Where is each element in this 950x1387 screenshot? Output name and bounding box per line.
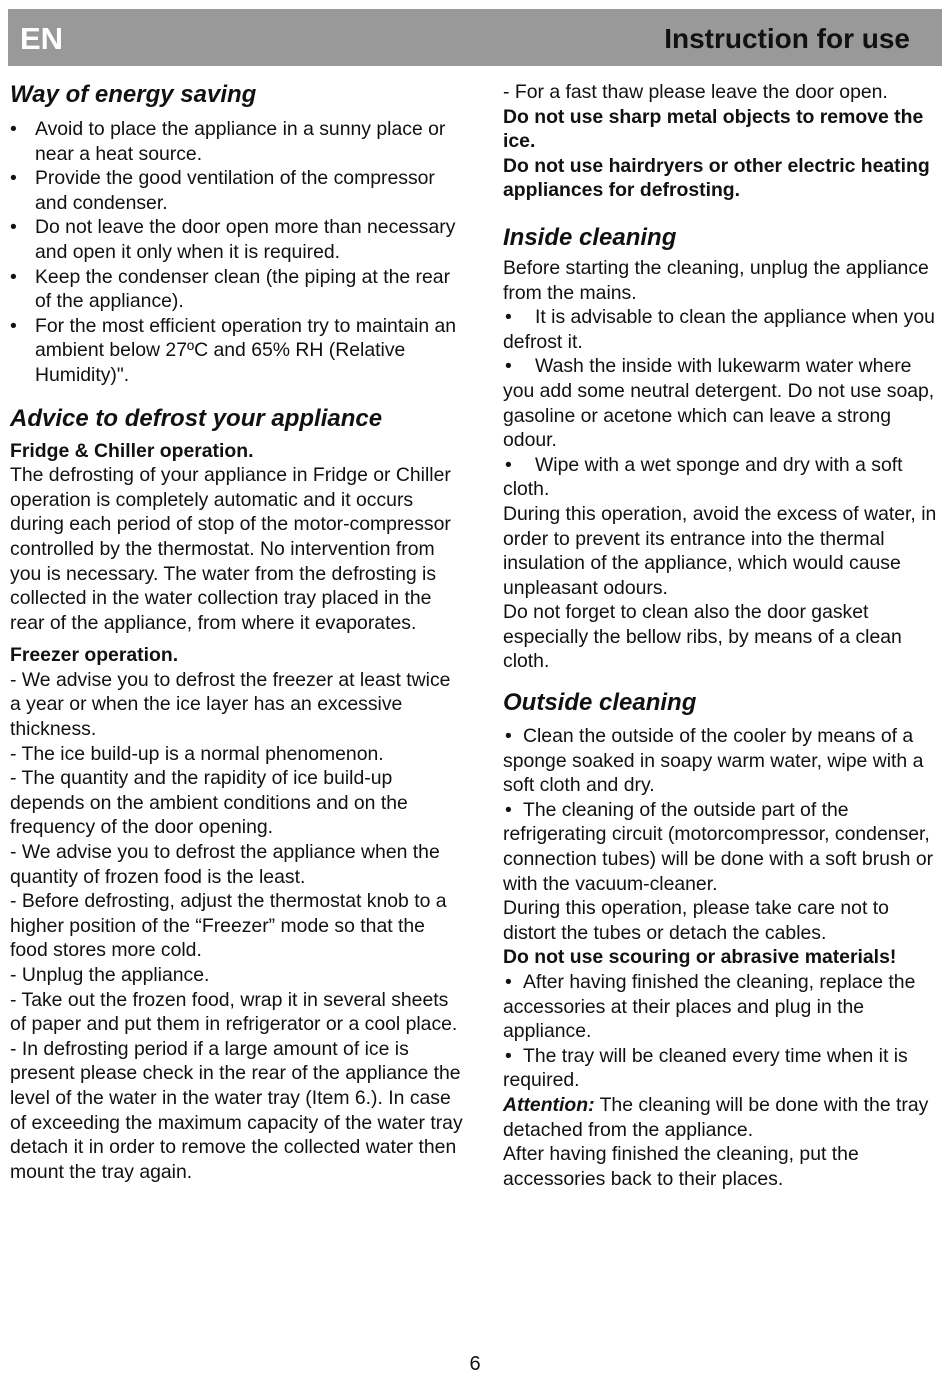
list-item: - We advise you to defrost the appliance when the quantity of frozen food is the least. xyxy=(10,841,440,888)
header-bar xyxy=(8,9,942,66)
list-item: • Avoid to place the appliance in a sunny place or near a heat source. xyxy=(10,117,465,166)
inside-cleaning-heading: Inside cleaning xyxy=(503,223,677,251)
fridge-subheading: Fridge & Chiller operation. xyxy=(10,439,254,462)
list-item xyxy=(503,305,943,354)
list-item: - Unplug the appliance. xyxy=(10,964,210,986)
list-item xyxy=(503,970,943,1044)
list-item xyxy=(503,798,943,896)
list-item-text: Clean the outside of the cooler by means of a sponge soaked in soapy warm water, wipe with a soft cloth and dry. xyxy=(503,725,924,797)
energy-saving-heading: Way of energy saving xyxy=(10,81,257,108)
freezer-subheading: Freezer operation. xyxy=(10,644,179,667)
list-item-text: Wash the inside with lukewarm water where you add some neutral detergent. Do not use soap, gasoline or acetone which can leave a strong odour. xyxy=(503,355,935,452)
attention-text: The cleaning will be done with the tray detached from the appliance. xyxy=(503,1093,929,1141)
bullet-icon: • xyxy=(505,453,512,476)
bullet-icon: • xyxy=(505,725,512,748)
outside-cleaning-heading: Outside cleaning xyxy=(503,689,697,717)
list-item: • Keep the condenser clean (the piping at the rear of the appliance). xyxy=(10,265,465,314)
energy-saving-list xyxy=(10,117,465,388)
defrost-heading: Advice to defrost your appliance xyxy=(10,404,383,432)
bullet-icon: • xyxy=(505,1044,512,1067)
bullet-icon: • xyxy=(505,798,512,821)
list-item-text: The tray will be cleaned every time when it is required. xyxy=(503,1044,908,1092)
list-item-text: After having finished the cleaning, replace the accessories at their places and plug in the appliance. xyxy=(503,971,916,1043)
list-item: - Take out the frozen food, wrap it in several sheets of paper and put them in refrigerator or a cool place. xyxy=(10,988,458,1036)
fridge-paragraph: The defrosting of your appliance in Fridge or Chiller operation is completely automatic and it occurs during each period of stop of the motor-compressor controlled by the thermostat. No intervention from you is necessary. The water from the defrosting is collected in the water collection tray placed in the rear of the appliance, from where it evaporates. xyxy=(10,464,451,634)
final-paragraph: After having finished the cleaning, put the accessories back to their places. xyxy=(503,1143,859,1190)
list-item: - The ice build-up is a normal phenomenon. xyxy=(10,742,384,765)
outside-cleaning-body xyxy=(503,724,943,1191)
warning-abrasive: Do not use scouring or abrasive materials! xyxy=(503,946,897,969)
list-item: • Provide the good ventilation of the compressor and condenser. xyxy=(10,166,465,215)
list-item-text: Wipe with a wet sponge and dry with a soft cloth. xyxy=(503,453,903,501)
list-item: - The quantity and the rapidity of ice build-up depends on the ambient conditions and on the frequency of the door opening. xyxy=(10,767,408,839)
list-item: • For the most efficient operation try to maintain an ambient below 27ºC and 65% RH (Relative Humidity)". xyxy=(10,314,465,388)
bullet-icon: • xyxy=(505,355,512,378)
list-item xyxy=(503,724,943,798)
list-item xyxy=(503,453,943,502)
inside-intro: Before starting the cleaning, unplug the appliance from the mains. xyxy=(503,256,929,304)
list-item-text: It is advisable to clean the appliance when you defrost it. xyxy=(503,306,935,353)
warning-hairdryers: Do not use hairdryers or other electric heating appliances for defrosting. xyxy=(503,154,930,202)
list-item-text: The cleaning of the outside part of the refrigerating circuit (motorcompressor, condenser, connection tubes) will be done with a soft brush or with the vacuum-cleaner. xyxy=(503,798,934,895)
page-header-title: Instruction for use xyxy=(664,23,910,54)
left-column xyxy=(10,80,465,1184)
attention-label: Attention: xyxy=(503,1093,595,1116)
bullet-icon: • xyxy=(505,971,512,993)
list-item xyxy=(503,354,943,452)
outside-paragraph: During this operation, please take care not to distort the tubes or detach the cables. xyxy=(503,897,889,944)
attention-note xyxy=(503,1093,943,1142)
list-item: - In defrosting period if a large amount of ice is present please check in the rear of the appliance the level of the water in the water tray (Item 6.). In case of exceeding the maximum capacity of the water tray detach it in order to remove the collected water then mount the tray again. xyxy=(10,1037,463,1183)
fast-thaw-text: - For a fast thaw please leave the door open. xyxy=(503,81,888,103)
right-column xyxy=(503,80,943,1191)
list-item: • Do not leave the door open more than necessary and open it only when it is required. xyxy=(10,215,465,264)
list-item: - Before defrosting, adjust the thermostat knob to a higher position of the “Freezer” mode so that the food stores more cold. xyxy=(10,890,447,962)
inside-paragraph: During this operation, avoid the excess of water, in order to prevent its entrance into the thermal insulation of the appliance, which would cause unpleasant odours. xyxy=(503,502,937,599)
page-number: 6 xyxy=(469,1353,481,1375)
bullet-icon: • xyxy=(505,306,512,329)
warning-sharp-objects: Do not use sharp metal objects to remove the ice. xyxy=(503,105,924,153)
list-item: - We advise you to defrost the freezer at least twice a year or when the ice layer has an excessive thickness. xyxy=(10,668,451,741)
freezer-list xyxy=(10,668,465,1184)
list-item xyxy=(503,1044,943,1093)
language-label: EN xyxy=(20,21,64,56)
inside-paragraph: Do not forget to clean also the door gasket especially the bellow ribs, by means of a clean cloth. xyxy=(503,601,902,673)
